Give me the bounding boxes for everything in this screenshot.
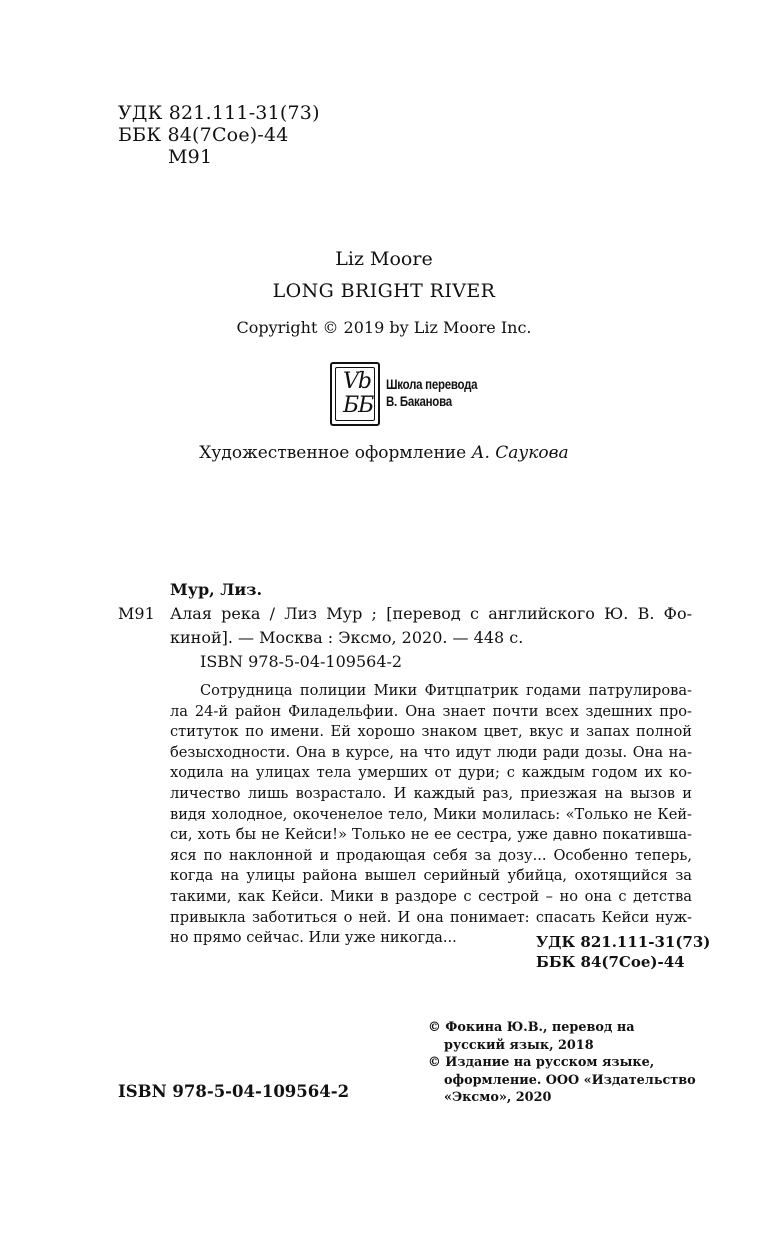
original-title: LONG BRIGHT RIVER bbox=[272, 280, 496, 302]
design-prefix: Художественное оформление bbox=[199, 443, 467, 463]
original-author: Liz Moore bbox=[335, 248, 433, 270]
translation-rights: © Фокина Ю.В., перевод на bbox=[428, 1020, 635, 1035]
designer-name: А. Саукова bbox=[471, 443, 569, 463]
logo-line-2: В. Баканова bbox=[386, 394, 452, 409]
udk-code-repeat: УДК 821.111-31(73) bbox=[536, 933, 711, 951]
annotation-line: яся по наклонной и продающая себя за дозу... Особенно теперь, bbox=[170, 846, 692, 864]
logo-text bbox=[386, 376, 477, 410]
author-code: М91 bbox=[168, 146, 213, 168]
logo-letters: Vb ББ bbox=[343, 369, 374, 418]
biblio-heading: Мур, Лиз. bbox=[170, 580, 263, 599]
original-copyright: Copyright © 2019 by Liz Moore Inc. bbox=[236, 318, 532, 337]
annotation-line: си, хоть бы не Кейси!» Только не ее сестра, уже давно покативша- bbox=[170, 826, 692, 844]
annotation-line: такими, как Кейси. Мики в раздоре с сестрой – но она с детства bbox=[170, 887, 692, 905]
isbn-bottom: ISBN 978-5-04-109564-2 bbox=[118, 1082, 350, 1101]
translation-school-logo bbox=[330, 362, 530, 430]
annotation-line: ходила на улицах тела умерших от дури; с каждым годом их ко- bbox=[170, 764, 692, 782]
classification-block bbox=[118, 102, 320, 168]
classification-repeat bbox=[536, 932, 710, 972]
annotation-line: видя холодное, окоченелое тело, Мики молилась: «Только не Кей- bbox=[170, 805, 692, 823]
edition-rights: © Издание на русском языке, bbox=[428, 1055, 655, 1070]
biblio-line-2: киной]. — Москва : Эксмо, 2020. — 448 с. bbox=[170, 628, 524, 647]
edition-rights-cont-2: «Эксмо», 2020 bbox=[444, 1090, 552, 1105]
bbk-code-repeat: ББК 84(7Сое)-44 bbox=[536, 953, 685, 971]
annotation-line: Сотрудница полиции Мики Фитцпатрик годами патрулирова- bbox=[200, 682, 692, 699]
annotation-line: ла 24-й район Филадельфии. Она знает почти всех здешних про- bbox=[170, 702, 692, 720]
design-credit bbox=[0, 443, 768, 463]
annotation-line: личество лишь возрастало. И каждый раз, приезжая на вызов и bbox=[170, 784, 692, 802]
biblio-code: М91 bbox=[118, 604, 155, 623]
translation-rights-cont: русский язык, 2018 bbox=[444, 1037, 594, 1053]
annotation-line: когда на улицы района вышел серийный убийца, охотящийся за bbox=[170, 867, 692, 885]
annotation-line: но прямо сейчас. Или уже никогда... bbox=[170, 929, 457, 947]
logo-emblem bbox=[330, 362, 380, 426]
biblio-isbn: ISBN 978-5-04-109564-2 bbox=[200, 652, 403, 671]
edition-rights-cont: оформление. ООО «Издательство bbox=[444, 1072, 696, 1088]
bibliographic-record bbox=[118, 578, 692, 650]
annotation-line: безысходности. Она в курсе, на что идут люди ради дозы. Она на- bbox=[170, 743, 692, 761]
annotation-line: привыкла заботиться о ней. И она понимает: спасать Кейси нуж- bbox=[170, 908, 692, 926]
biblio-line-1: М91 Алая река / Лиз Мур ; [перевод с английского Ю. В. Фо- bbox=[118, 602, 692, 626]
annotation-paragraph bbox=[170, 681, 692, 949]
udk-code: УДК 821.111-31(73) bbox=[118, 102, 320, 124]
logo-line-1: Школа перевода bbox=[386, 377, 478, 392]
rights-block bbox=[428, 1019, 696, 1107]
annotation-line: ституток по имени. Ей хорошо знаком цвет, вкус и запах полной bbox=[170, 723, 692, 741]
bbk-code: ББК 84(7Сое)-44 bbox=[118, 124, 289, 146]
